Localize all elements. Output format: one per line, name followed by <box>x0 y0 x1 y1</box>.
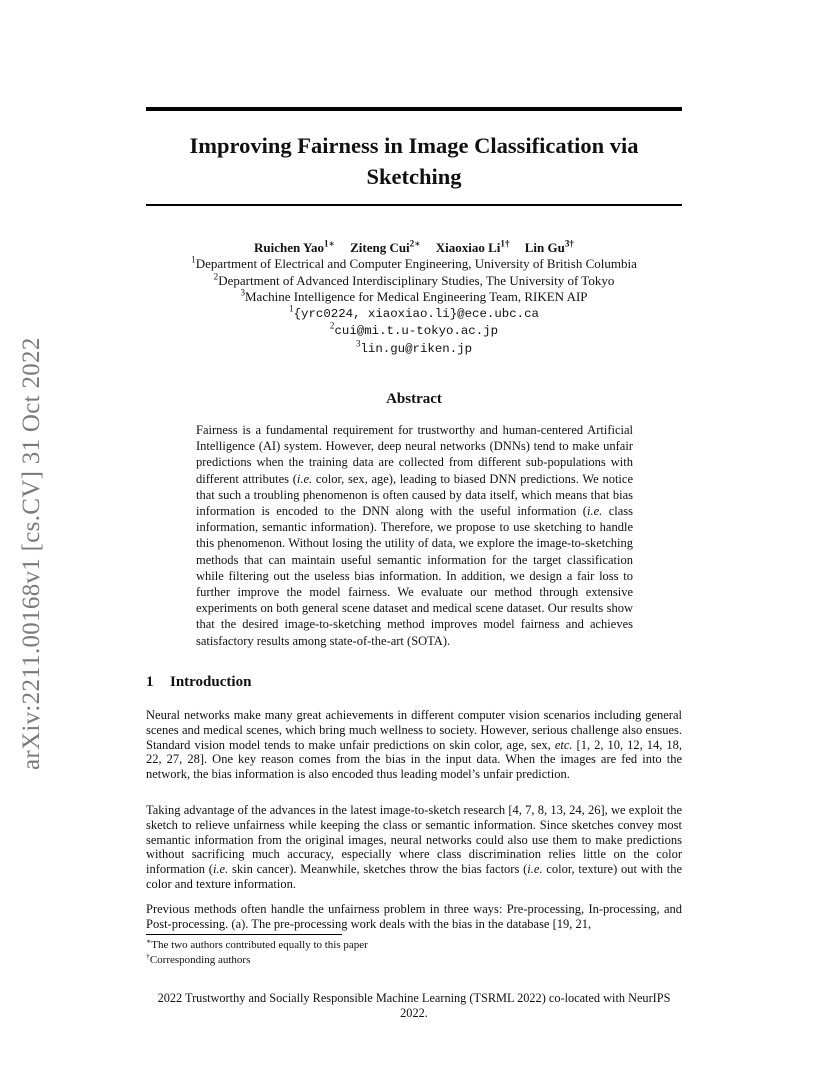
author-mark: 1∗ <box>323 238 335 249</box>
intro-paragraph-2 <box>146 803 682 892</box>
email-text: lin.gu@riken.jp <box>360 341 473 356</box>
email-text: {yrc0224, xiaoxiao.li}@ece.ubc.ca <box>293 307 539 322</box>
author-name: Lin Gu <box>524 240 565 255</box>
affiliation <box>146 273 682 289</box>
footnote-text: The two authors contributed equally to this paper <box>151 939 368 951</box>
affiliation-mark: 3 <box>240 287 245 298</box>
abstract-body <box>196 422 633 649</box>
email <box>146 322 682 339</box>
email-text: cui@mi.t.u-tokyo.ac.jp <box>334 324 499 339</box>
title-line-1: Improving Fairness in Image Classification via <box>189 133 639 158</box>
affiliation-text: Department of Advanced Interdisciplinary Studies, The University of Tokyo <box>218 272 615 288</box>
author-name: Ziteng Cui <box>350 240 410 255</box>
abstract-text: color, sex, age), leading to biased DNN predictions. We notice that such a troubling phenomenon is often caused by data itself, which means that bias information is encoded to the DNN along with the useful information ( <box>196 471 633 519</box>
email <box>146 340 682 357</box>
venue-footer: 2022 Trustworthy and Socially Responsible Machine Learning (TSRML 2022) co-located with NeurIPS 2022. <box>157 991 671 1020</box>
author-mark: 2∗ <box>409 238 421 249</box>
intro-paragraph-1 <box>146 708 682 782</box>
paragraph-text: skin cancer). Meanwhile, sketches throw the bias factors ( <box>228 862 528 877</box>
author-mark: 1† <box>500 238 510 249</box>
email-mark: 2 <box>329 321 335 332</box>
paragraph-text: color, texture) out with the color and texture information. <box>146 862 682 891</box>
footnote-mark: † <box>146 951 150 961</box>
paper-title <box>146 130 682 192</box>
abstract-italic: i.e. <box>586 504 603 519</box>
arxiv-identifier-sidebar: arXiv:2211.00168v1 [cs.CV] 31 Oct 2022 <box>18 337 45 770</box>
affiliation <box>146 289 682 305</box>
abstract-text: Fairness is a fundamental requirement for trustworthy and human-centered Artificial Intelligence (AI) system. However, deep neural networks (DNNs) tend to make unfair predictions when the training data are collected from different sub-populations with different attributes ( <box>196 423 633 486</box>
affiliation-text: Machine Intelligence for Medical Engineering Team, RIKEN AIP <box>245 288 588 304</box>
author-name: Ruichen Yao <box>254 240 324 255</box>
affiliation-text: Department of Electrical and Computer Engineering, University of British Columbia <box>195 256 637 272</box>
paragraph-text: Taking advantage of the advances in the latest image-to-sketch research [4, 7, 8, 13, 24, 26], we exploit the sketch to relieve unfairness while keeping the class or semantic information. Since sketches convey most semantic information from the original images, neural networks could also use them to make predictions without sacrificing much accuracy, especially where class discrimination relies little on the color information ( <box>146 803 682 877</box>
title-top-rule <box>146 107 682 111</box>
email-mark: 3 <box>355 338 361 349</box>
affiliation <box>146 256 682 272</box>
footnote-text: Corresponding authors <box>149 954 251 966</box>
author-block <box>146 240 682 357</box>
affiliation-mark: 1 <box>191 254 196 265</box>
section-number: 1 <box>146 674 154 690</box>
footnote <box>146 953 250 967</box>
email <box>146 305 682 322</box>
author-name: Xiaoxiao Li <box>435 240 501 255</box>
footnote-rule <box>146 934 342 935</box>
intro-paragraph-3: Previous methods often handle the unfairness problem in three ways: Pre-processing, In-processing, and Post-processing. (a). The pre-processing work deals with the bias in the database [19, 21, <box>146 902 682 931</box>
section-title: Introduction <box>170 674 252 690</box>
abstract-text: class information, semantic information). Therefore, we propose to use sketching to handle this phenomenon. Without losing the utility of data, we explore the image-to-sketching methods that can maintain useful semantic information for the target classification while filtering out the useless bias information. In addition, we design a fair loss to further improve the model fairness. We evaluate our method through extensive experiments on both general scene dataset and medical scene dataset. Our results show that the desired image-to-sketching method improves model fairness and achieves satisfactory results among state-of-the-art (SOTA). <box>196 504 633 648</box>
abstract-heading: Abstract <box>386 391 442 407</box>
paragraph-text: Neural networks make many great achievements in different computer vision scenarios including general scenes and medical scenes, which bring much wellness to society. However, serious challenge also ensues. Standard vision model tends to make unfair predictions on skin color, age, sex, <box>146 708 682 752</box>
footnote <box>146 938 368 952</box>
author-names <box>146 240 682 256</box>
paragraph-italic: i.e. <box>527 862 543 877</box>
author-mark: 3† <box>564 238 574 249</box>
email-mark: 1 <box>289 303 294 314</box>
title-line-2: Sketching <box>366 164 462 189</box>
paragraph-italic: i.e. <box>212 862 229 877</box>
abstract-italic: i.e. <box>296 471 313 486</box>
paragraph-italic: etc. <box>554 737 573 752</box>
section-heading <box>146 674 251 691</box>
affiliation-mark: 2 <box>213 271 219 282</box>
footnote-mark: ∗ <box>146 936 152 946</box>
paragraph-text: [1, 2, 10, 12, 14, 18, 22, 27, 28]. One key reason comes from the bias in the input data. When the images are fed into the network, the bias information is also encoded thus leading model’s unfair prediction. <box>146 737 682 782</box>
title-bottom-rule <box>146 204 682 206</box>
